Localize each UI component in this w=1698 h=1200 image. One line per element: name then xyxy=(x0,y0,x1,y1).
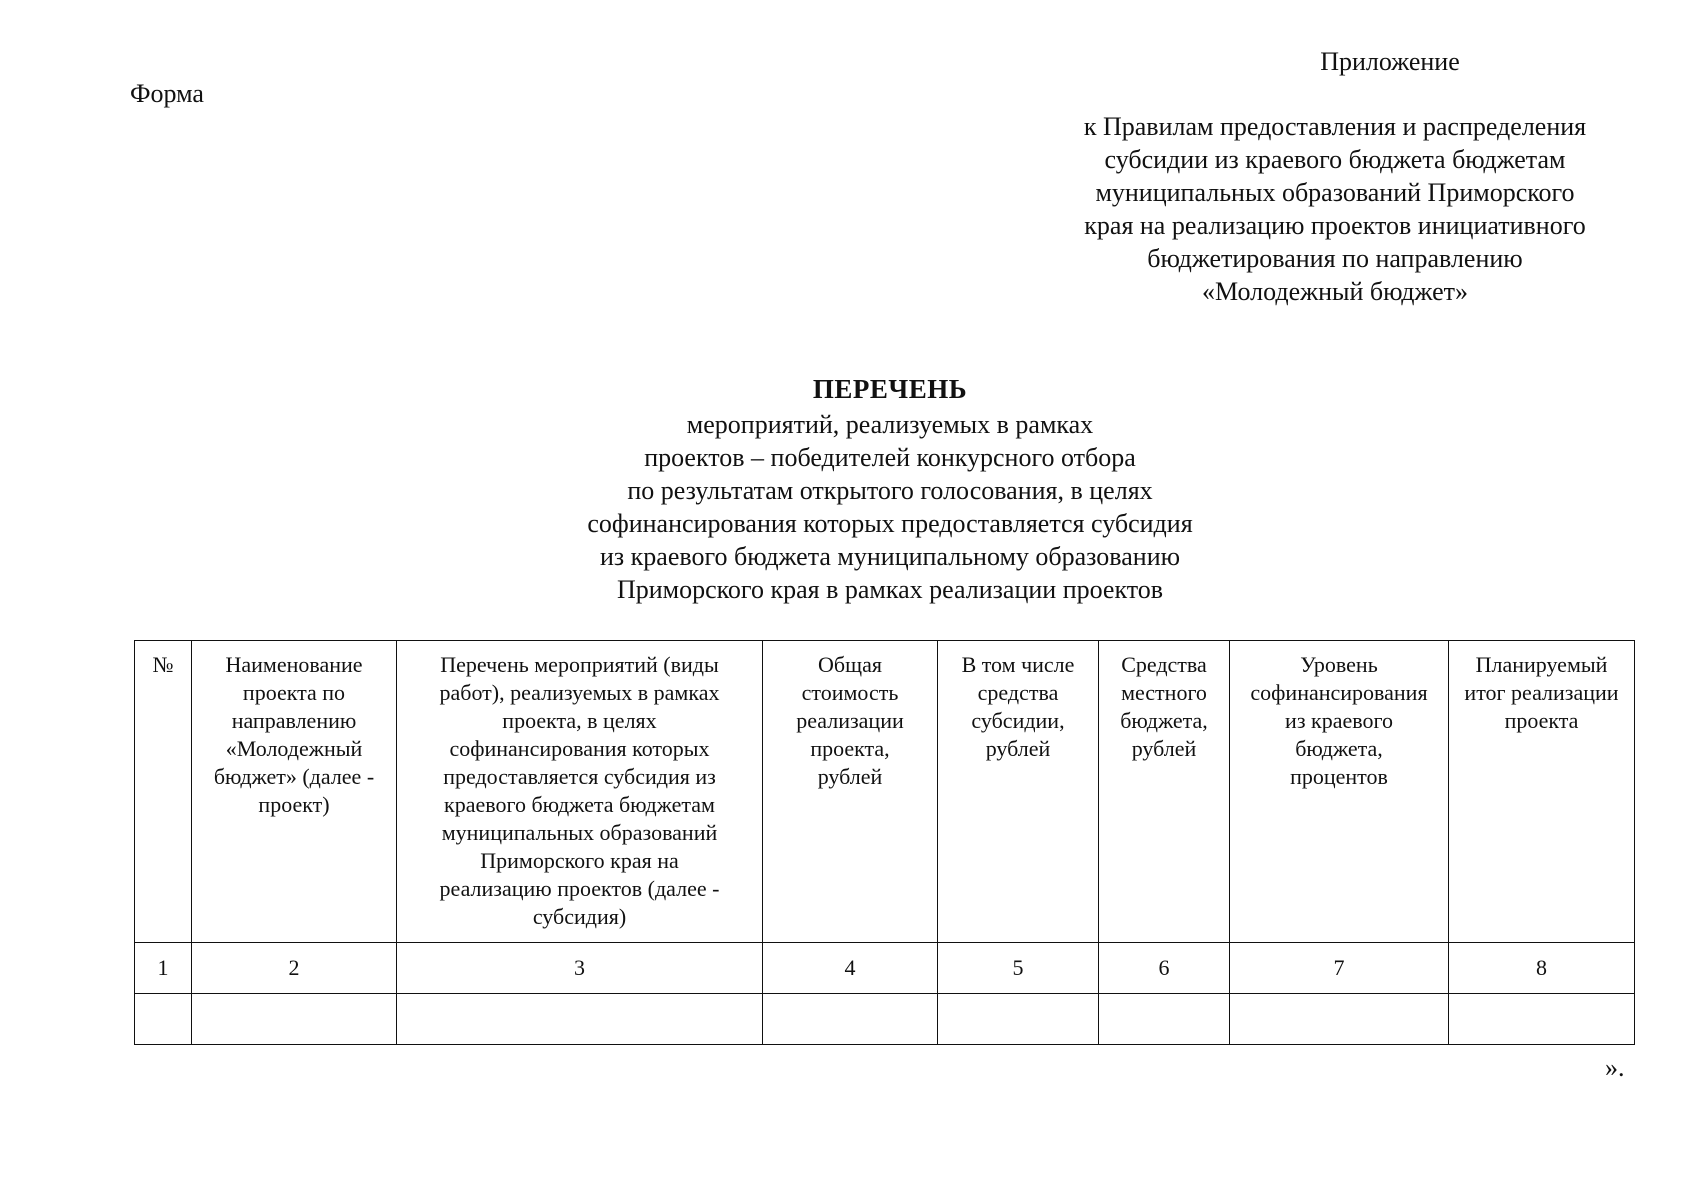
header-cell-cofinancing-level: Уровень софинансирования из краевого бюджета, процентов xyxy=(1230,641,1449,943)
table-row xyxy=(135,994,1635,1045)
subtitle-line: Приморского края в рамках реализации проектов xyxy=(616,575,1164,604)
projects-table xyxy=(134,640,1635,1045)
empty-cell xyxy=(1099,994,1230,1045)
column-number-cell: 1 xyxy=(135,943,192,994)
header-cell-activities: Перечень мероприятий (виды работ), реализуемых в рамках проекта, в целях софинансирования которых предоставляется субсидия из краевого бюджета бюджетам муниципальных образований Приморского края на реализацию проектов (далее - субсидия) xyxy=(397,641,763,943)
appendix-line: края на реализацию проектов инициативного xyxy=(1084,211,1586,240)
subtitle-line: по результатам открытого голосования, в целях xyxy=(627,476,1153,505)
header-cell-number: № xyxy=(135,641,192,943)
empty-cell xyxy=(192,994,397,1045)
appendix-line: «Молодежный бюджет» xyxy=(1202,277,1468,306)
subtitle-line: проектов – победителей конкурсного отбора xyxy=(644,443,1136,472)
column-number-row xyxy=(135,943,1635,994)
column-number-cell: 6 xyxy=(1099,943,1230,994)
appendix-text xyxy=(1030,110,1640,308)
column-number-cell: 3 xyxy=(397,943,763,994)
empty-cell xyxy=(763,994,938,1045)
column-number-cell: 8 xyxy=(1449,943,1635,994)
header-cell-local-budget: Средства местного бюджета, рублей xyxy=(1099,641,1230,943)
column-number-cell: 2 xyxy=(192,943,397,994)
closing-quote-mark: ». xyxy=(1605,1053,1625,1082)
empty-cell xyxy=(1230,994,1449,1045)
empty-cell xyxy=(135,994,192,1045)
appendix-line: субсидии из краевого бюджета бюджетам xyxy=(1104,145,1566,174)
appendix-title: Приложение xyxy=(1320,47,1460,76)
header-cell-total-cost: Общая стоимость реализации проекта, рублей xyxy=(763,641,938,943)
header-cell-subsidy-funds: В том числе средства субсидии, рублей xyxy=(938,641,1099,943)
empty-cell xyxy=(1449,994,1635,1045)
subtitle-line: софинансирования которых предоставляется субсидия xyxy=(587,509,1193,538)
column-number-cell: 7 xyxy=(1230,943,1449,994)
form-label: Форма xyxy=(130,79,204,108)
empty-cell xyxy=(397,994,763,1045)
document-subtitle xyxy=(390,408,1390,606)
header-cell-planned-result: Планируемый итог реализации проекта xyxy=(1449,641,1635,943)
appendix-line: к Правилам предоставления и распределения xyxy=(1083,112,1587,141)
column-number-cell: 5 xyxy=(938,943,1099,994)
appendix-line: бюджетирования по направлению xyxy=(1147,244,1523,273)
column-number-cell: 4 xyxy=(763,943,938,994)
table-header-row xyxy=(135,641,1635,943)
subtitle-line: из краевого бюджета муниципальному образованию xyxy=(599,542,1181,571)
empty-cell xyxy=(938,994,1099,1045)
document-heading: ПЕРЕЧЕНЬ xyxy=(812,374,968,404)
appendix-line: муниципальных образований Приморского xyxy=(1095,178,1575,207)
header-cell-project-name: Наименование проекта по направлению «Молодежный бюджет» (далее - проект) xyxy=(192,641,397,943)
subtitle-line: мероприятий, реализуемых в рамках xyxy=(686,410,1094,439)
